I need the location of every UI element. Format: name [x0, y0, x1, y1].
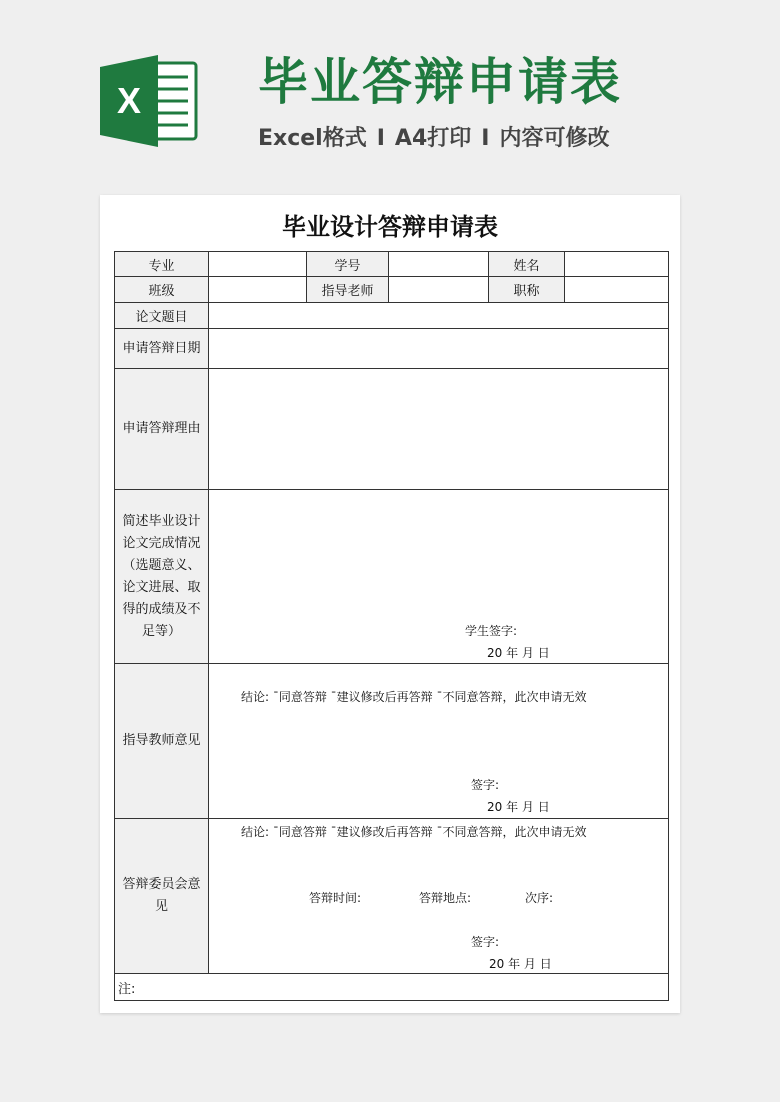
major-label: 专业 [115, 252, 209, 277]
defense-date-field[interactable] [209, 329, 669, 369]
subtitle-separator: I [376, 126, 385, 151]
table-row [115, 369, 669, 490]
name-field[interactable] [565, 252, 669, 277]
reason-label: 申请答辩理由 [115, 369, 209, 490]
subtitle-separator: I [481, 126, 490, 151]
table-row [115, 252, 669, 277]
title-field[interactable] [565, 277, 669, 303]
table-row [115, 277, 669, 303]
advisor-label: 指导老师 [307, 277, 389, 303]
banner-title: 毕业答辩申请表 [258, 53, 622, 111]
banner-subtitle [258, 123, 678, 155]
committee-opinion-field[interactable] [209, 819, 669, 974]
class-field[interactable] [209, 277, 307, 303]
student-id-label: 学号 [307, 252, 389, 277]
defense-place-label: 答辩地点: [419, 891, 472, 905]
student-sign-label: 学生签字: [465, 624, 518, 638]
thesis-title-field[interactable] [209, 303, 669, 329]
advisor-opinion-label: 指导教师意见 [115, 664, 209, 819]
date-line: 20 年 月 日 [487, 646, 550, 660]
class-label: 班级 [115, 277, 209, 303]
date-line: 20 年 月 日 [487, 800, 550, 814]
subtitle-print: A4打印 [394, 126, 472, 151]
excel-icon [100, 55, 200, 147]
subtitle-format: Excel格式 [258, 126, 367, 151]
summary-field[interactable] [209, 490, 669, 664]
application-form-table [114, 251, 669, 1001]
date-line: 20 年 月 日 [489, 957, 552, 971]
form-paper [100, 195, 680, 1013]
advisor-field[interactable] [389, 277, 489, 303]
table-row [115, 329, 669, 369]
table-row [115, 490, 669, 664]
note-field[interactable]: 注: [115, 974, 669, 1001]
form-title: 毕业设计答辩申请表 [282, 213, 498, 241]
committee-sign-label: 签字: [471, 935, 500, 949]
table-row [115, 303, 669, 329]
defense-date-label: 申请答辩日期 [115, 329, 209, 369]
order-label: 次序: [525, 891, 554, 905]
subtitle-editable: 内容可修改 [499, 126, 610, 151]
table-row [115, 974, 669, 1001]
defense-time-label: 答辩时间: [309, 891, 362, 905]
thesis-title-label: 论文题目 [115, 303, 209, 329]
student-id-field[interactable] [389, 252, 489, 277]
reason-field[interactable] [209, 369, 669, 490]
table-row [115, 664, 669, 819]
committee-opinion-label: 答辩委员会意见 [115, 819, 209, 974]
title-label: 职称 [489, 277, 565, 303]
advisor-conclusion: 结论: ˉ同意答辩 ˉ建议修改后再答辩 ˉ不同意答辩，此次申请无效 [241, 690, 587, 704]
name-label: 姓名 [489, 252, 565, 277]
advisor-sign-label: 签字: [471, 778, 500, 792]
summary-label: 简述毕业设计论文完成情况（选题意义、论文进展、取得的成绩及不足等） [115, 490, 209, 664]
svg-text:X: X [116, 80, 142, 121]
major-field[interactable] [209, 252, 307, 277]
table-row [115, 819, 669, 974]
advisor-opinion-field[interactable] [209, 664, 669, 819]
committee-conclusion: 结论: ˉ同意答辩 ˉ建议修改后再答辩 ˉ不同意答辩，此次申请无效 [241, 825, 587, 839]
